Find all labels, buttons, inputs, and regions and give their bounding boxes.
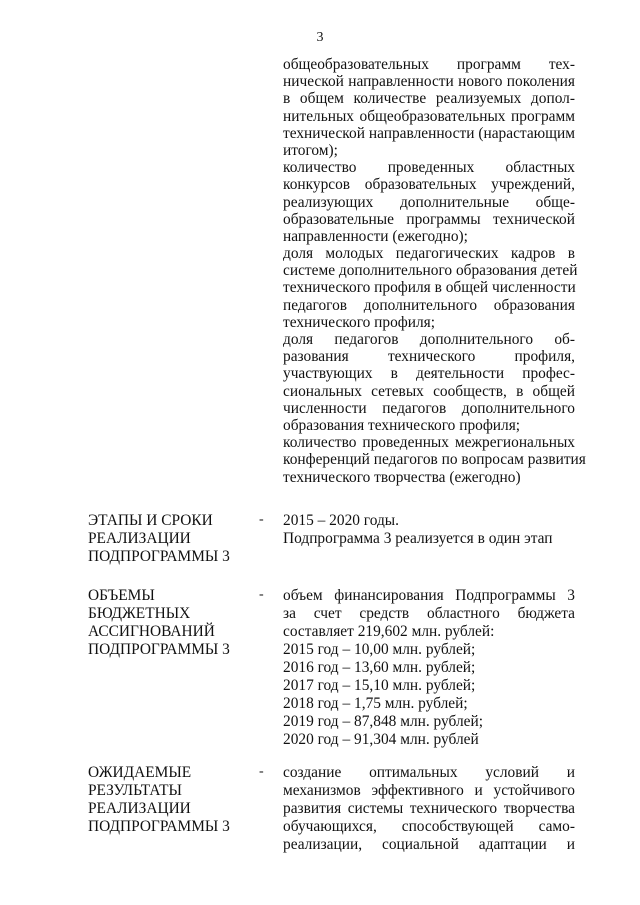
- content-line: 2020 год – 91,304 млн. рублей: [283, 731, 479, 748]
- content-line: развития системы технического творчества: [283, 800, 575, 817]
- text-line: нической направленности нового поколения: [283, 73, 575, 91]
- label-line: ПОДПРОГРАММЫ 3: [88, 548, 230, 565]
- label-line: ОБЪЕМЫ: [88, 587, 155, 604]
- section-dash: -: [259, 512, 264, 527]
- text-line: доля молодых педагогических кадров в: [283, 245, 575, 263]
- text-line: направленности (ежегодно);: [283, 227, 468, 245]
- page-number: 3: [316, 30, 324, 45]
- text-line: доля педагогов дополнительного об-: [283, 331, 575, 348]
- content-line: 2016 год – 13,60 млн. рублей;: [283, 659, 476, 676]
- text-line: системе дополнительного образования детей: [283, 262, 578, 280]
- text-line: технического профиля;: [283, 313, 436, 331]
- section-label-stages: [88, 512, 248, 566]
- text-line: технической направленности (нарастающим: [283, 124, 575, 142]
- content-line: составляет 219,602 млн. рублей:: [283, 623, 495, 640]
- label-line: РЕАЛИЗАЦИИ: [88, 530, 191, 547]
- label-line: ПОДПРОГРАММЫ 3: [88, 818, 230, 835]
- content-line: 2018 год – 1,75 млн. рублей;: [283, 695, 468, 712]
- section-content-budget: [283, 587, 575, 749]
- text-line: количество проведенных областных: [283, 159, 575, 177]
- text-line: конкурсов образовательных учреждений,: [283, 176, 575, 194]
- content-line: 2017 год – 15,10 млн. рублей;: [283, 677, 476, 694]
- section-content-stages: [283, 512, 575, 548]
- text-line: численности педагогов дополнительного: [283, 399, 575, 417]
- content-line: 2019 год – 87,848 млн. рублей;: [283, 713, 484, 730]
- content-line: 2015 год – 10,00 млн. рублей;: [283, 641, 476, 658]
- text-line: технического творчества (ежегодно): [283, 468, 521, 486]
- label-line: БЮДЖЕТНЫХ: [88, 605, 191, 622]
- text-line: сиональных сетевых сообществ, в общей: [283, 382, 575, 400]
- text-line: итогом);: [283, 141, 338, 159]
- content-line: 2015 – 2020 годы.: [283, 512, 400, 529]
- section-label-results: [88, 764, 248, 836]
- label-line: РЕАЛИЗАЦИИ: [88, 800, 191, 817]
- text-line: образования технического профиля;: [283, 416, 521, 434]
- content-line: реализации, социальной адаптации и: [283, 836, 575, 853]
- text-line: реализующих дополнительные обще-: [283, 193, 575, 211]
- section-dash: -: [259, 764, 264, 779]
- section-content-results: [283, 764, 575, 854]
- text-line: нительных общеобразовательных программ: [283, 107, 575, 125]
- text-line: образовательные программы технической: [283, 210, 575, 228]
- label-line: ЭТАПЫ И СРОКИ: [88, 512, 213, 529]
- text-line: конференций педагогов по вопросам развития: [283, 451, 586, 469]
- content-line: создание оптимальных условий и: [283, 764, 575, 781]
- text-line: технического профиля в общей численности: [283, 279, 576, 297]
- label-line: РЕЗУЛЬТАТЫ: [88, 782, 182, 799]
- section-label-budget: [88, 587, 248, 659]
- text-line: общеобразовательных программ тех-: [283, 56, 575, 73]
- label-line: АССИГНОВАНИЙ: [88, 623, 215, 640]
- content-line: Подпрограмма 3 реализуется в один этап: [283, 530, 553, 547]
- content-line: механизмов эффективного и устойчивого: [283, 782, 575, 799]
- text-line: педагогов дополнительного образования: [283, 296, 575, 314]
- label-line: ПОДПРОГРАММЫ 3: [88, 641, 230, 658]
- text-line: количество проведенных межрегиональных: [283, 434, 575, 452]
- text-line: участвующих в деятельности профес-: [283, 365, 575, 383]
- text-line: в общем количестве реализуемых допол-: [283, 90, 575, 108]
- text-line: разования технического профиля,: [283, 348, 575, 366]
- content-line: объем финансирования Подпрограммы 3: [283, 587, 575, 604]
- content-line: обучающихся, способствующей само-: [283, 818, 575, 835]
- label-line: ОЖИДАЕМЫЕ: [88, 764, 192, 781]
- section-dash: -: [259, 587, 264, 602]
- content-line: за счет средств областного бюджета: [283, 605, 575, 622]
- continuation-text: [283, 56, 586, 486]
